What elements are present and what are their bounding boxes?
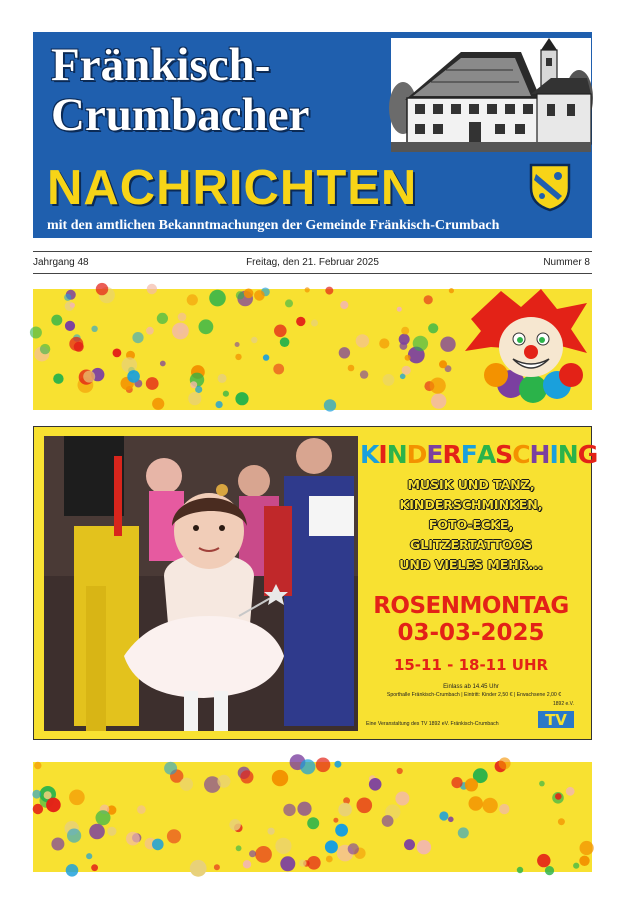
confetti-dot: [339, 347, 350, 358]
confetti-dot: [216, 401, 223, 408]
ad-headline: [360, 440, 598, 469]
confetti-dot: [439, 811, 448, 820]
masthead: [33, 32, 592, 238]
confetti-dot: [53, 374, 63, 384]
confetti-dot: [160, 361, 166, 367]
confetti-dot: [573, 863, 579, 869]
confetti-dot: [579, 856, 589, 866]
confetti-dot: [545, 866, 554, 875]
issue-number: Nummer 8: [543, 257, 590, 268]
confetti-dot: [263, 354, 269, 360]
confetti-dot: [209, 290, 226, 307]
confetti-dot: [89, 824, 105, 840]
confetti-dot: [580, 841, 594, 855]
confetti-dot: [334, 761, 341, 768]
confetti-dot: [499, 757, 511, 769]
confetti-dot: [324, 399, 336, 411]
confetti-dot: [167, 829, 181, 843]
confetti-dot: [240, 770, 253, 783]
confetti-dot: [401, 327, 409, 335]
confetti-dot: [249, 850, 256, 857]
confetti-dot: [113, 349, 122, 358]
confetti-dot: [91, 864, 98, 871]
confetti-dot: [348, 843, 359, 854]
confetti-dot: [275, 838, 291, 854]
confetti-dot: [255, 846, 272, 863]
tv-logo-text: TV: [545, 711, 567, 729]
confetti-dot: [30, 327, 42, 339]
venue-info: Sporthalle Fränkisch-Crumbach | Eintritt: Kinder 2,50 € | Erwachsene 2,00 €: [386, 692, 562, 698]
headline-letter: H: [529, 440, 550, 469]
feature-item: KINDERSCHMINKEN,: [399, 497, 543, 512]
confetti-dot: [333, 818, 338, 823]
event-name: ROSENMONTAG: [373, 593, 569, 619]
confetti-dot: [69, 337, 83, 351]
issue-date: Freitag, den 21. Februar 2025: [246, 257, 379, 268]
headline-letter: I: [378, 440, 387, 469]
confetti-dot: [448, 817, 454, 823]
confetti-dot: [316, 758, 331, 773]
confetti-dot: [469, 796, 483, 810]
confetti-dot: [274, 325, 287, 338]
headline-letter: C: [512, 440, 530, 469]
ad-features: [360, 475, 582, 575]
confetti-dot: [146, 327, 154, 335]
confetti-dot: [40, 344, 50, 354]
confetti-dot: [280, 337, 290, 347]
confetti-dot: [325, 287, 333, 295]
confetti-dot: [338, 803, 352, 817]
confetti-dot: [34, 762, 41, 769]
confetti-dot: [83, 371, 95, 383]
headline-letter: F: [460, 440, 477, 469]
confetti-dot: [178, 313, 187, 322]
confetti-dot: [214, 864, 220, 870]
confetti-dot: [439, 360, 447, 368]
event-date: 03-03-2025: [397, 620, 545, 646]
confetti-dot: [405, 355, 411, 361]
confetti-dot: [340, 301, 348, 309]
confetti-dot: [326, 856, 333, 863]
confetti-dot: [307, 817, 319, 829]
confetti-dot: [91, 326, 97, 332]
headline-letter: K: [360, 440, 379, 469]
confetti-dot: [229, 819, 240, 830]
confetti-dot: [51, 315, 62, 326]
confetti-dot: [51, 838, 64, 851]
confetti-dot: [64, 294, 71, 301]
confetti-dot: [296, 317, 305, 326]
confetti-dot: [69, 790, 85, 806]
ad-organizer: Eine Veranstaltung des TV 1892 eV. Fränkisch-Crumbach: [366, 721, 499, 727]
confetti-dot: [499, 804, 509, 814]
confetti-dot: [164, 762, 177, 775]
confetti-dot: [217, 775, 230, 788]
confetti-dot: [397, 768, 403, 774]
confetti-dot: [236, 291, 244, 299]
confetti-dot: [402, 366, 411, 375]
confetti-banner-bottom: [33, 762, 592, 872]
child-costume-photo: [44, 436, 358, 731]
confetti-dot: [357, 798, 373, 814]
confetti-dot: [299, 860, 306, 867]
confetti-dot: [251, 337, 257, 343]
headline-letter: R: [442, 440, 461, 469]
confetti-dot: [70, 303, 75, 308]
headline-letter: N: [386, 440, 407, 469]
confetti-dot: [96, 283, 108, 295]
confetti-dot: [335, 824, 348, 837]
confetti-dot: [273, 364, 284, 375]
confetti-dot: [482, 798, 497, 813]
issue-info-bar: [33, 251, 592, 274]
confetti-dot: [397, 307, 402, 312]
confetti-dot: [382, 815, 394, 827]
confetti-dot: [272, 770, 288, 786]
confetti-dot: [379, 338, 389, 348]
confetti-dot: [107, 827, 116, 836]
clown-icon: [461, 289, 592, 410]
confetti-dot: [280, 856, 295, 871]
masthead-title: [51, 40, 309, 140]
confetti-dot: [555, 793, 562, 800]
tv-logo-year: 1892 e.V.: [553, 701, 574, 707]
confetti-dot: [305, 287, 310, 292]
confetti-dot: [440, 337, 455, 352]
confetti-dot: [430, 378, 446, 394]
confetti-dot: [417, 840, 431, 854]
confetti-dot: [126, 832, 140, 846]
confetti-dot: [517, 867, 523, 873]
headline-letter: I: [549, 440, 558, 469]
confetti-dot: [428, 323, 438, 333]
confetti-dot: [431, 393, 446, 408]
confetti-dot: [190, 381, 197, 388]
headline-letter: S: [495, 440, 513, 469]
confetti-dot: [66, 864, 79, 877]
title-line-1: Fränkisch-: [51, 39, 271, 91]
confetti-dot: [235, 392, 248, 405]
confetti-dot: [65, 321, 75, 331]
confetti-dot: [86, 853, 92, 859]
confetti-dot: [539, 781, 545, 787]
feature-item: GLITZERTATTOOS: [410, 537, 532, 552]
confetti-dots: [33, 762, 592, 872]
confetti-dot: [383, 374, 395, 386]
confetti-dot: [96, 810, 111, 825]
confetti-dot: [152, 398, 164, 410]
masthead-subtitle: mit den amtlichen Bekanntmachungen der Gemeinde Fränkisch-Crumbach: [47, 218, 500, 233]
confetti-dot: [369, 778, 382, 791]
confetti-dot: [157, 313, 168, 324]
confetti-dot: [465, 778, 478, 791]
confetti-dot: [413, 336, 428, 351]
event-time: 15-11 - 18-11 UHR: [393, 656, 549, 674]
confetti-dot: [44, 791, 52, 799]
confetti-dot: [566, 787, 575, 796]
title-line-2: Crumbacher: [51, 89, 310, 141]
confetti-dot: [356, 334, 369, 347]
confetti-banner-top: [33, 289, 592, 410]
headline-letter: A: [476, 440, 496, 469]
confetti-dot: [285, 299, 293, 307]
confetti-dot: [395, 792, 409, 806]
historic-building-illustration: [391, 38, 591, 152]
kinderfasching-ad: [33, 426, 598, 740]
confetti-dot: [348, 365, 355, 372]
confetti-dot: [235, 342, 240, 347]
confetti-dot: [449, 288, 454, 293]
confetti-dot: [32, 790, 41, 799]
headline-letter: N: [557, 440, 578, 469]
confetti-dot: [283, 804, 295, 816]
confetti-dot: [558, 818, 565, 825]
confetti-dot: [311, 320, 318, 327]
confetti-dot: [67, 829, 81, 843]
feature-item: MUSIK UND TANZ,: [407, 477, 535, 492]
headline-letter: D: [406, 440, 427, 469]
confetti-dot: [190, 860, 207, 877]
headline-letter: E: [426, 440, 443, 469]
confetti-dot: [137, 805, 146, 814]
confetti-dot: [254, 290, 265, 301]
confetti-dot: [325, 840, 338, 853]
confetti-dot: [46, 798, 61, 813]
confetti-dot: [360, 370, 368, 378]
volume-label: Jahrgang 48: [33, 257, 89, 268]
confetti-dot: [458, 827, 469, 838]
confetti-dot: [218, 374, 227, 383]
feature-item: UND VIELES MEHR...: [399, 557, 543, 572]
feature-item: FOTO-ECKE,: [428, 517, 514, 532]
confetti-dot: [146, 377, 159, 390]
ad-text-panel: [360, 427, 598, 739]
confetti-dot: [172, 323, 189, 340]
confetti-dot: [300, 759, 315, 774]
confetti-dot: [404, 839, 415, 850]
confetti-dot: [152, 839, 164, 851]
confetti-dot: [127, 370, 140, 383]
coat-of-arms-icon: [528, 162, 572, 212]
confetti-dot: [223, 391, 229, 397]
entry-time: Einlass ab 14.45 Uhr: [443, 684, 499, 690]
confetti-dot: [147, 284, 157, 294]
confetti-dot: [537, 854, 550, 867]
confetti-dot: [268, 828, 275, 835]
confetti-dot: [451, 777, 462, 788]
headline-letter: G: [577, 440, 598, 469]
confetti-dot: [424, 295, 433, 304]
confetti-dot: [244, 289, 254, 299]
confetti-dot: [297, 802, 311, 816]
confetti-dot: [243, 860, 251, 868]
confetti-dot: [399, 334, 410, 345]
confetti-dot: [180, 778, 193, 791]
confetti-dot: [188, 392, 201, 405]
confetti-dot: [187, 294, 198, 305]
confetti-dot: [199, 319, 214, 334]
confetti-dot: [235, 354, 241, 360]
confetti-dot: [132, 332, 143, 343]
masthead-nachrichten: NACHRICHTEN: [47, 161, 418, 215]
confetti-dot: [236, 845, 242, 851]
